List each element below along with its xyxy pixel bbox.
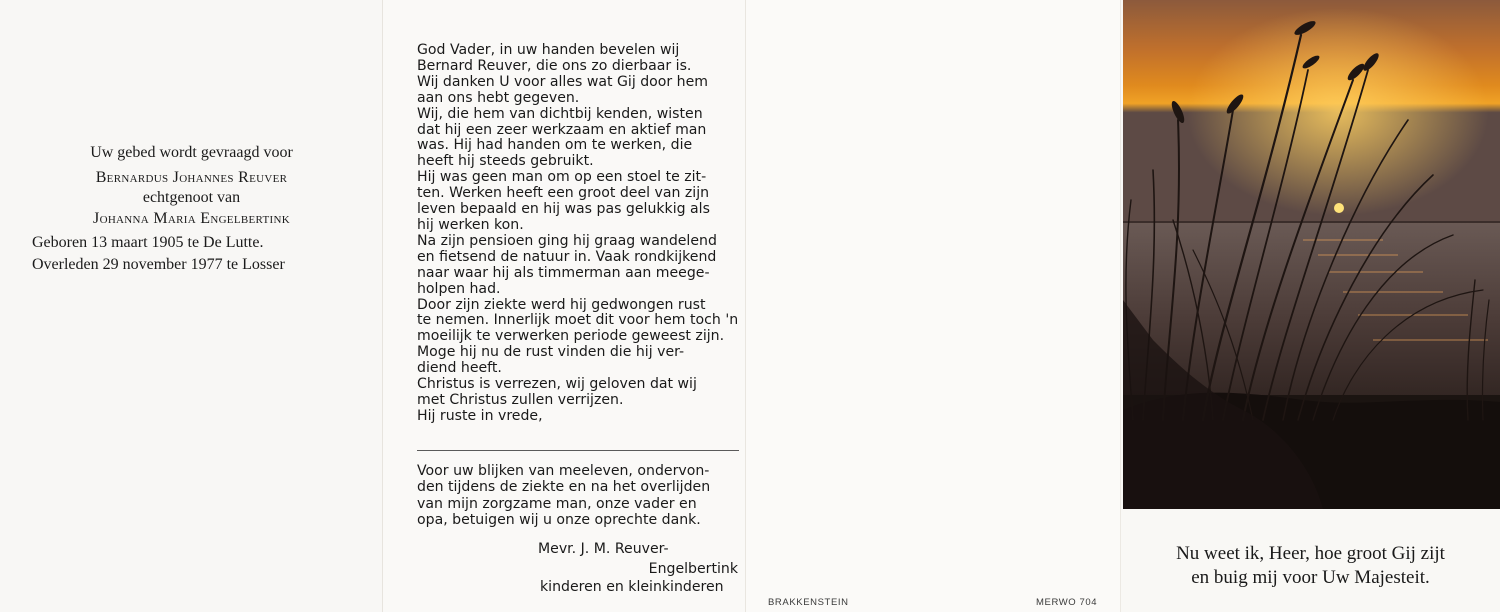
publisher-mark: BRAKKENSTEIN [768,597,849,608]
deceased-name: Bernardus Johannes Reuver [95,169,288,186]
signature-line-1: Mevr. J. M. Reuver- [538,541,669,557]
verse-line: Hij was geen man om op een stoel te zit- [417,169,707,186]
verse-line: heeft hij steeds gebruikt. [417,153,594,170]
verse-line: met Christus zullen verrijzen. [417,391,624,408]
verse-line: Wij danken U voor alles wat Gij door hem [417,73,709,90]
closing-quote-line-2: en buig mij voor Uw Majesteit. [1191,567,1430,588]
verse-line: Moge hij nu de rust vinden die hij ver- [417,344,685,361]
verse-line: God Vader, in uw handen bevelen wij [417,42,680,58]
thanks-line: opa, betuigen wij u onze oprechte dank. [417,511,701,528]
blank-panel [746,0,1121,612]
thanks-text [417,463,739,528]
divider-rule [417,450,739,451]
closing-quote-line-1: Nu weet ik, Heer, hoe groot Gij zijt [1176,543,1445,564]
verse-line: Bernard Reuver, die ons zo dierbaar is. [417,57,692,74]
verse-line: holpen had. [417,280,501,297]
print-code: MERWO 704 [1036,597,1098,608]
thanks-line: Voor uw blijken van meeleven, ondervon- [417,463,710,479]
verse-line: leven bepaald en hij was pas gelukkig als [417,201,710,218]
verse-line: te nemen. Innerlijk moet dit voor hem toch 'n [417,312,739,329]
verse-line: Christus is verrezen, wij geloven dat wij [417,376,697,393]
right-panel [1121,0,1500,612]
middle-panel [383,0,746,612]
thanks-line: van mijn zorgzame man, onze vader en [417,495,697,512]
verse-text [417,43,739,425]
verse-line: moeilijk te verwerken periode geweest zijn. [417,328,725,345]
spouse-name: Johanna Maria Engelbertink [93,210,290,227]
left-panel [0,0,383,612]
verse-line: ten. Werken heeft een groot deel van zijn [417,185,710,202]
verse-line: Wij, die hem van dichtbij kenden, wisten [417,105,703,122]
verse-line: Hij ruste in vrede, [417,407,543,424]
signature-line-2: Engelbertink [648,561,738,577]
verse-line: was. Hij had handen om te werken, die [417,137,693,154]
thanks-line: den tijdens de ziekte en na het overlijden [417,479,711,496]
signature-line-3: kinderen en kleinkinderen [540,579,724,595]
verse-line: aan ons hebt gegeven. [417,89,580,106]
death-line: Overleden 29 november 1977 te Losser [32,256,285,273]
relation-text: echtgenoot van [142,189,241,206]
birth-line: Geboren 13 maart 1905 te De Lutte. [32,234,264,251]
sunset-reeds-photo [1123,0,1500,509]
verse-line: Door zijn ziekte werd hij gedwongen rust [417,296,706,313]
prayer-request: Uw gebed wordt gevraagd voor [90,144,293,161]
verse-line: naar waar hij als timmerman aan meege- [417,264,710,281]
verse-line: diend heeft. [417,360,502,377]
verse-line: en fietsend de natuur in. Vaak rondkijkend [417,248,717,265]
verse-line: Na zijn pensioen ging hij graag wandelend [417,232,717,249]
verse-line: hij werken kon. [417,216,524,233]
verse-line: dat hij een zeer werkzaam en aktief man [417,121,707,138]
